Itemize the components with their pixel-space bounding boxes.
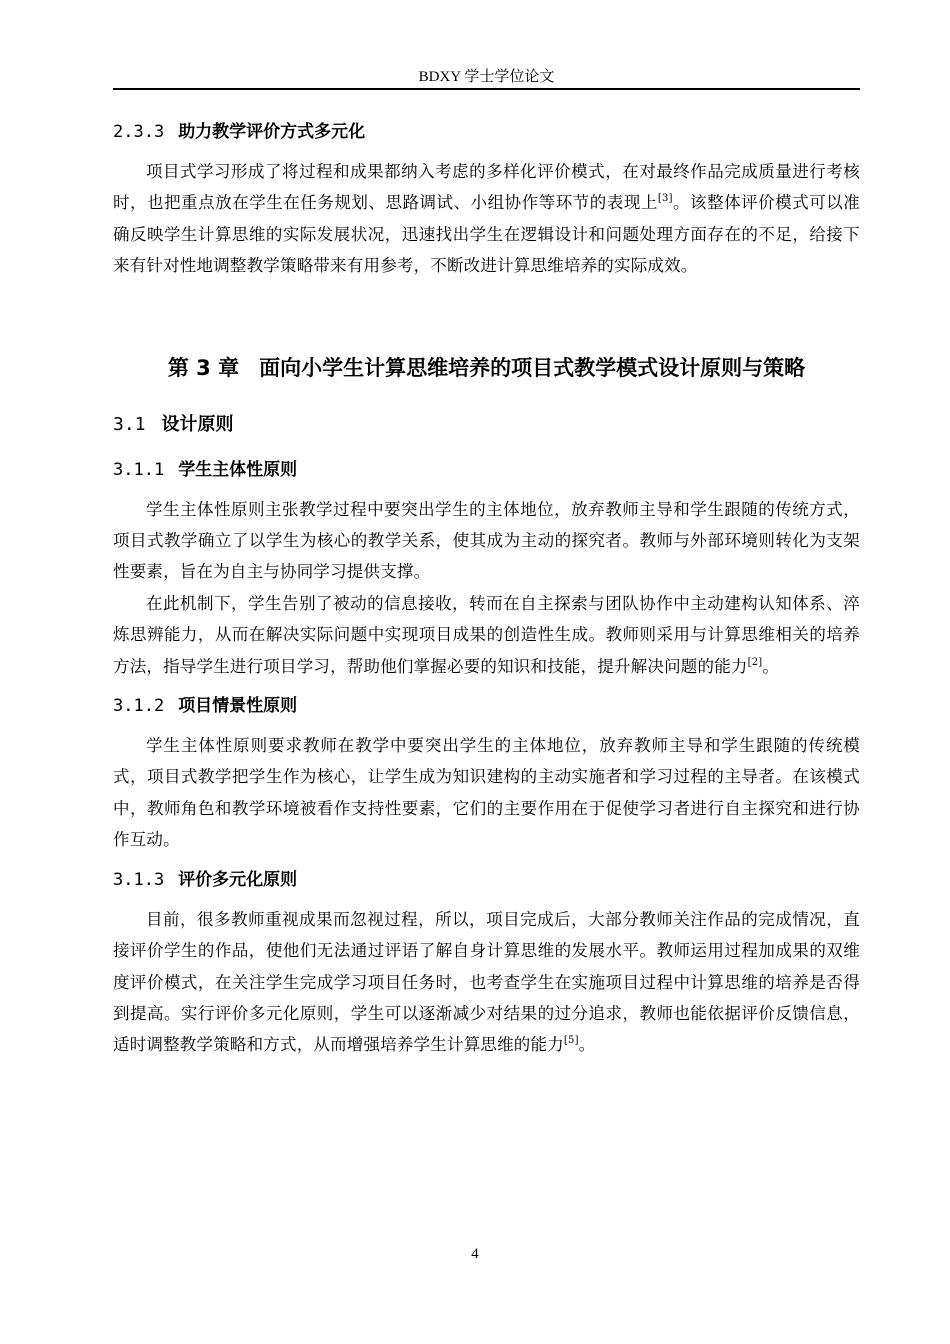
- paragraph: [113, 904, 860, 1061]
- section-title: 评价多元化原则: [178, 869, 298, 890]
- running-header: [113, 66, 860, 90]
- chapter-number: 第 3 章: [167, 355, 240, 380]
- paragraph: 学生主体性原则要求教师在教学中要突出学生的主体地位，放弃教师主导和学生跟随的传统模式，项目式教学把学生作为核心，让学生成为知识建构的主动实施者和学习过程的主导者。在该模式中，教师角色和教学环境被看作支持性要素，它们的主要作用在于促使学习者进行自主探究和进行协作互动。: [113, 736, 860, 850]
- paragraph-text: 在此机制下，学生告别了被动的信息接收，转而在自主探索与团队协作中主动建构认知体系、淬炼思辨能力，从而在解决实际问题中实现项目成果的创造性生成。教师则采用与计算思维相关的培养方法，指导学生进行项目学习，帮助他们掌握必要的知识和技能，提升解决问题的能力: [113, 593, 860, 676]
- section-heading-3-1-2: [113, 692, 860, 720]
- section-heading-3-1: [113, 410, 860, 440]
- section-title: 项目情景性原则: [178, 696, 298, 717]
- section-number: 3.1.2: [113, 696, 165, 717]
- paragraph: [113, 588, 860, 682]
- section-title: 设计原则: [161, 413, 234, 435]
- page-number: 4: [471, 1246, 479, 1262]
- paragraph-text: 。: [762, 656, 780, 676]
- section-number: 3.1: [113, 413, 146, 435]
- paragraph-text: 项目式学习形成了将过程和成果都纳入考虑的多样化评价模式，在对最终作品完成质量进行考核时，也把重点放在学生在任务规划、思路调试、小组协作等环节的表现上: [113, 162, 860, 213]
- citation-ref: [2]: [747, 656, 763, 668]
- section-heading-3-1-1: [113, 456, 860, 484]
- section-title: 学生主体性原则: [178, 459, 298, 480]
- running-header-title: BDXY 学士学位论文: [418, 69, 555, 85]
- paragraph: [113, 156, 860, 282]
- citation-ref: [5]: [563, 1035, 579, 1047]
- chapter-heading: [113, 348, 860, 388]
- section-number: 2.3.3: [113, 122, 165, 142]
- page-content: [113, 118, 860, 1061]
- paragraph-text: 。该整体评价模式可以准确反映学生计算思维的实际发展状况，迅速找出学生在逻辑设计和问题处理方面存在的不足，给接下来有针对性地调整教学策略带来有用参考，不断改进计算思维培养的实际成效。: [113, 193, 861, 276]
- section-number: 3.1.1: [113, 459, 165, 480]
- paragraph: 学生主体性原则主张教学过程中要突出学生的主体地位，放弃教师主导和学生跟随的传统方式，项目式教学确立了以学生为核心的教学关系，使其成为主动的探究者。教师与外部环境则转化为支架性要素，旨在为自主与协同学习提供支撑。: [113, 499, 860, 582]
- section-heading-2-3-3: [113, 118, 860, 146]
- paragraph-text: 目前，很多教师重视成果而忽视过程，所以，项目完成后，大部分教师关注作品的完成情况，直接评价学生的作品，使他们无法通过评语了解自身计算思维的发展水平。教师运用过程加成果的双维度评价模式，在关注学生完成学习项目任务时，也考查学生在实施项目过程中计算思维的培养是否得到提高。实行评价多元化原则，学生可以逐渐减少对结果的过分追求，教师也能依据评价反馈信息，适时调整教学策略和方式，从而增强培养学生计算思维的能力: [113, 909, 860, 1055]
- section-heading-3-1-3: [113, 866, 860, 894]
- citation-ref: [3]: [657, 193, 673, 205]
- section-title: 助力教学评价方式多元化: [178, 122, 366, 142]
- paragraph-text: 。: [578, 1035, 596, 1055]
- section-number: 3.1.3: [113, 869, 165, 890]
- chapter-title: 面向小学生计算思维培养的项目式教学模式设计原则与策略: [259, 355, 806, 380]
